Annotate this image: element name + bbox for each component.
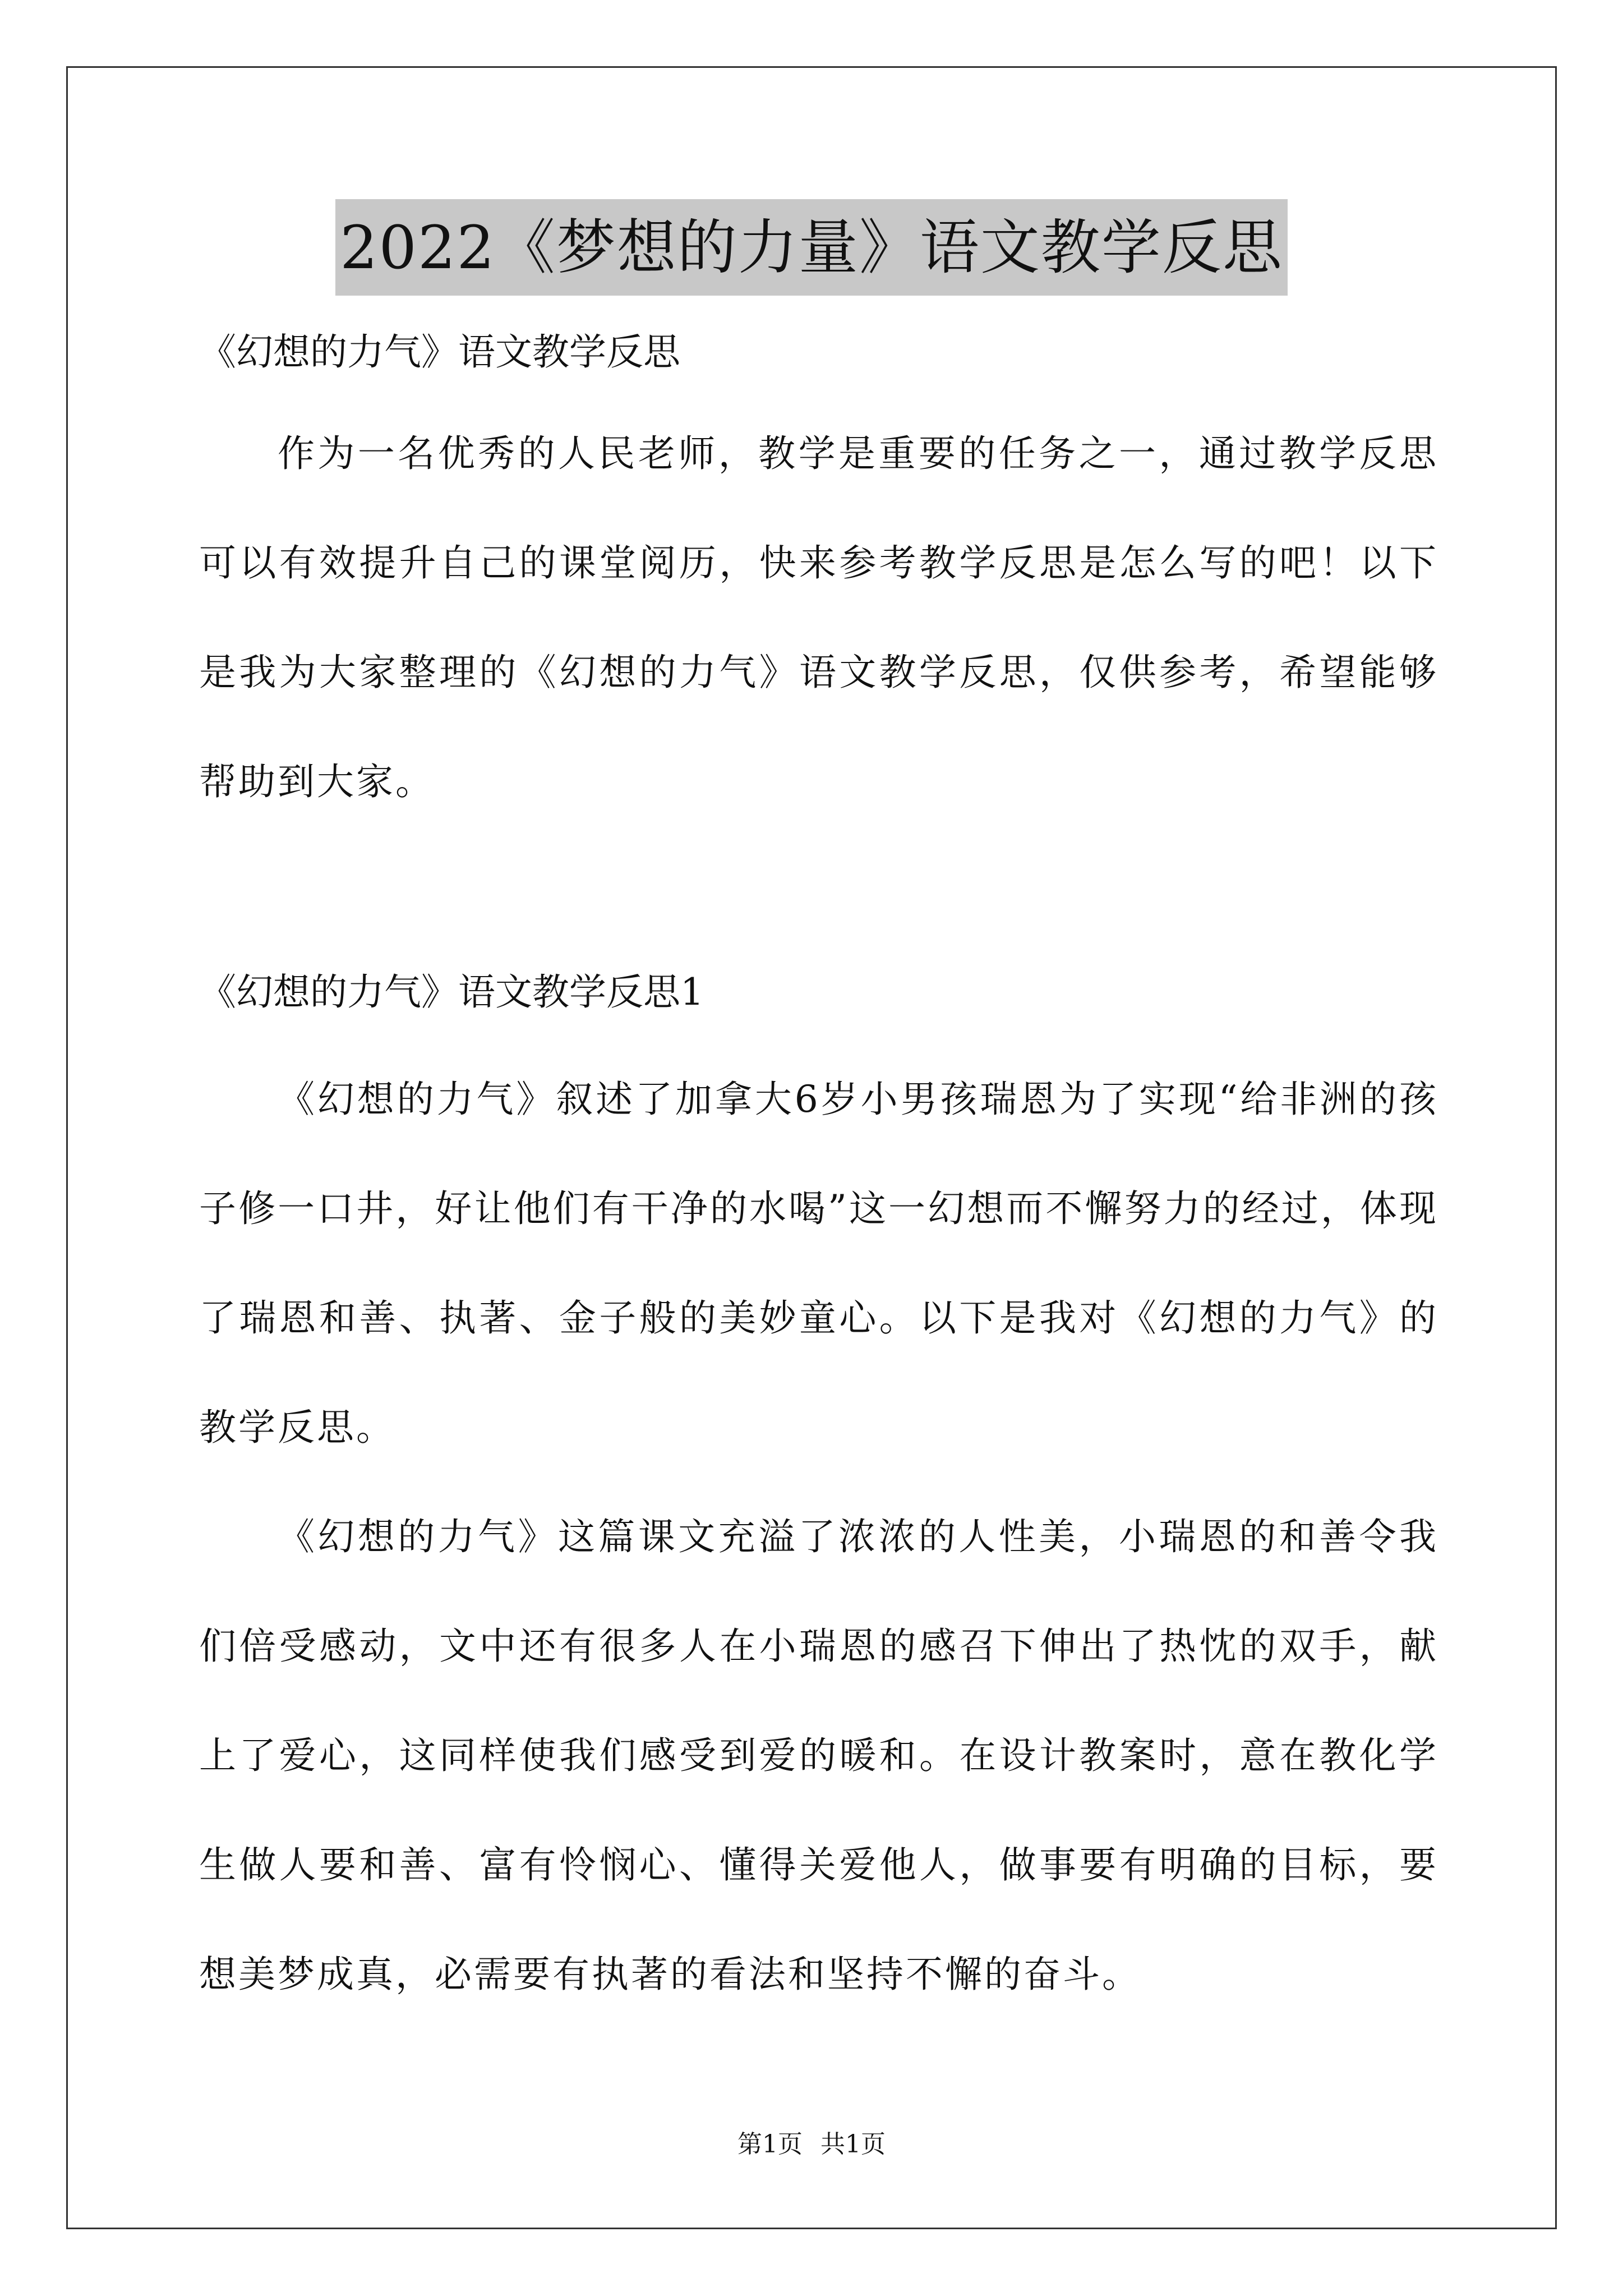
section-heading-intro: 《幻想的力气》语文教学反思 [199,330,680,374]
intro-paragraph: 作为一名优秀的人民老师，教学是重要的任务之一，通过教学反思可以有效提升自己的课堂阅历，快来参考教学反思是怎么写的吧！以下是我为大家整理的《幻想的力气》语文教学反思，仅供参考，希望能够帮助到大家。 [199,432,1438,803]
title-container [0,199,1623,296]
section-heading-1: 《幻想的力气》语文教学反思1 [199,970,704,1014]
page-footer [0,2128,1623,2161]
document-body [199,325,1438,2029]
document-title: 2022《梦想的力量》语文教学反思 [335,199,1288,296]
page-number-current: 第1页 [737,2130,803,2159]
body-paragraph-2: 《幻想的力气》这篇课文充溢了浓浓的人性美，小瑞恩的和善令我们倍受感动，文中还有很多人在小瑞恩的感召下伸出了热忱的双手，献上了爱心，这同样使我们感受到爱的暖和。在设计教案时，意在教化学生做人要和善、富有怜悯心、懂得关爱他人，做事要有明确的目标，要想美梦成真，必需要有执著的看法和坚持不懈的奋斗。 [199,1515,1438,1996]
page-number-total: 共1页 [820,2130,886,2159]
body-paragraph-1: 《幻想的力气》叙述了加拿大6岁小男孩瑞恩为了实现“给非洲的孩子修一口井，好让他们有干净的水喝”这一幻想而不懈努力的经过，体现了瑞恩和善、执著、金子般的美妙童心。以下是我对《幻想的力气》的教学反思。 [199,1078,1438,1449]
